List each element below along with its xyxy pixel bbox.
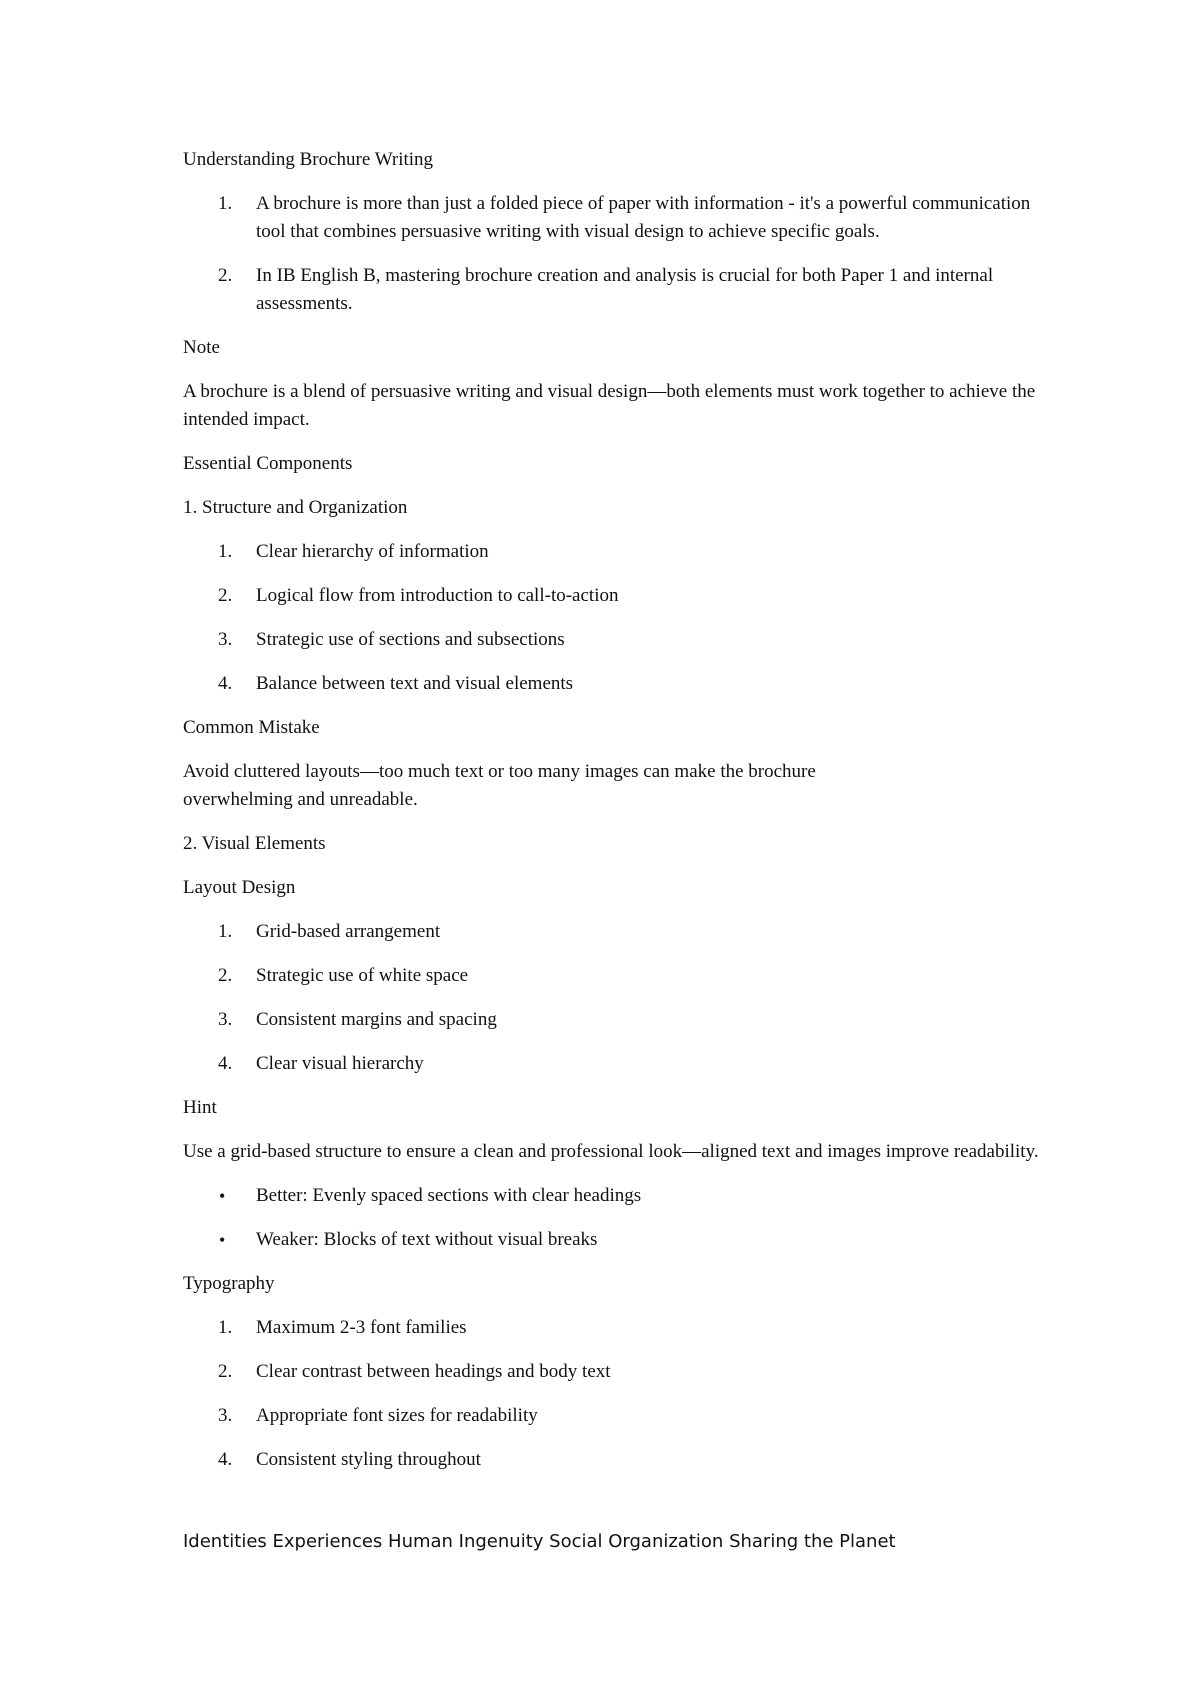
list-item <box>183 1402 1043 1430</box>
common-mistake-text: Avoid cluttered layouts—too much text or too many images can make the brochure overwhelming and unreadable. <box>183 761 816 810</box>
list-item-text: Grid-based arrangement <box>256 921 441 942</box>
list-item <box>183 962 1043 990</box>
list-number: 1. <box>218 921 233 942</box>
list-number: 4. <box>218 1053 233 1074</box>
list-item-text: Better: Evenly spaced sections with clear headings <box>256 1185 642 1206</box>
document-body <box>183 146 1043 1490</box>
list-number: 4. <box>218 673 233 694</box>
list-item-text: Strategic use of sections and subsections <box>256 629 565 650</box>
list-item <box>183 262 1043 318</box>
list-item <box>183 626 1043 654</box>
list-number: 3. <box>218 1009 233 1030</box>
list-item <box>183 670 1043 698</box>
typography-heading: Typography <box>183 1273 275 1294</box>
theme-human-ingenuity: Human Ingenuity <box>388 1531 544 1552</box>
theme-social-organization: Social Organization <box>549 1531 724 1552</box>
list-item <box>183 1314 1043 1342</box>
list-number: 3. <box>218 629 233 650</box>
bullet-icon: • <box>219 1186 226 1206</box>
list-item <box>183 190 1043 246</box>
list-item <box>183 1226 1043 1254</box>
typography-list <box>183 1314 1043 1474</box>
list-number: 3. <box>218 1405 233 1426</box>
layout-design-list <box>183 918 1043 1078</box>
list-number: 2. <box>218 585 233 606</box>
document-title: Understanding Brochure Writing <box>183 149 434 170</box>
list-item-text: Clear visual hierarchy <box>256 1053 424 1074</box>
bullet-icon: • <box>219 1230 226 1250</box>
list-item-text: Balance between text and visual elements <box>256 673 574 694</box>
list-item-text: Maximum 2-3 font families <box>256 1317 467 1338</box>
list-item <box>183 1006 1043 1034</box>
common-mistake-label: Common Mistake <box>183 717 320 738</box>
list-item-text: In IB English B, mastering brochure creation and analysis is crucial for both Paper 1 and internal assessments. <box>256 265 994 314</box>
list-item <box>183 918 1043 946</box>
layout-design-heading: Layout Design <box>183 877 296 898</box>
list-number: 2. <box>218 965 233 986</box>
structure-heading: 1. Structure and Organization <box>183 497 408 518</box>
structure-list <box>183 538 1043 698</box>
list-item-text: Logical flow from introduction to call-to-action <box>256 585 619 606</box>
hint-bullet-list <box>183 1182 1043 1254</box>
note-text: A brochure is a blend of persuasive writing and visual design—both elements must work together to achieve the intended impact. <box>183 381 1036 430</box>
list-number: 2. <box>218 265 233 286</box>
theme-sharing-the-planet: Sharing the Planet <box>729 1531 896 1552</box>
footer-themes <box>183 1530 896 1554</box>
list-number: 4. <box>218 1449 233 1470</box>
hint-label: Hint <box>183 1097 217 1118</box>
list-item-text: Clear contrast between headings and body text <box>256 1361 611 1382</box>
list-item <box>183 1050 1043 1078</box>
list-item <box>183 1446 1043 1474</box>
hint-text: Use a grid-based structure to ensure a clean and professional look—aligned text and images improve readability. <box>183 1141 1039 1162</box>
list-item-text: Consistent margins and spacing <box>256 1009 497 1030</box>
list-item-text: Appropriate font sizes for readability <box>256 1405 538 1426</box>
list-item <box>183 538 1043 566</box>
list-item-text: Strategic use of white space <box>256 965 469 986</box>
list-item <box>183 1182 1043 1210</box>
list-item-text: Consistent styling throughout <box>256 1449 481 1470</box>
essential-components-heading: Essential Components <box>183 453 353 474</box>
list-item-text: Weaker: Blocks of text without visual breaks <box>256 1229 598 1250</box>
list-item <box>183 1358 1043 1386</box>
list-item <box>183 582 1043 610</box>
list-item-text: Clear hierarchy of information <box>256 541 489 562</box>
list-item-text: A brochure is more than just a folded piece of paper with information - it's a powerful communication tool that combines persuasive writing with visual design to achieve specific goals. <box>256 193 1031 242</box>
theme-identities: Identities <box>183 1531 267 1552</box>
list-number: 1. <box>218 193 233 214</box>
theme-experiences: Experiences <box>272 1531 383 1552</box>
intro-list <box>183 190 1043 318</box>
list-number: 1. <box>218 541 233 562</box>
visual-elements-heading: 2. Visual Elements <box>183 833 326 854</box>
list-number: 1. <box>218 1317 233 1338</box>
list-number: 2. <box>218 1361 233 1382</box>
note-label: Note <box>183 337 220 358</box>
